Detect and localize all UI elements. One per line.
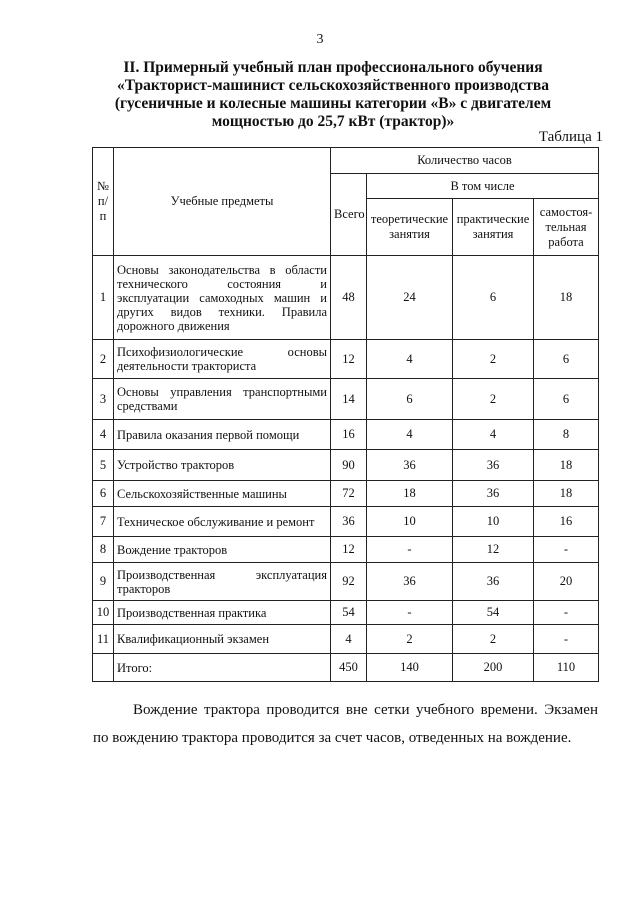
row-total: 14	[331, 379, 367, 420]
row-self-study: 18	[534, 481, 599, 507]
header-hours: Количество часов	[331, 148, 599, 174]
row-theory: 10	[367, 507, 453, 537]
curriculum-table	[92, 147, 599, 682]
heading-line: (гусеничные и колесные машины категории «В» с двигателем	[114, 95, 552, 112]
row-number: 1	[93, 256, 114, 340]
row-subject: Вождение тракторов	[114, 537, 331, 563]
document-heading	[90, 59, 576, 131]
row-subject: Производственная эксплуатация тракторов	[114, 563, 331, 601]
row-self-study: -	[534, 537, 599, 563]
row-subject: Основы управления транспортными средствами	[114, 379, 331, 420]
row-practice: 36	[453, 450, 534, 481]
footer-note: Вождение трактора проводится вне сетки учебного времени. Экзамен по вождению трактора проводится за счет часов, отведенных на вождение.	[93, 702, 598, 746]
total-label: Итого:	[114, 654, 331, 682]
row-practice: 10	[453, 507, 534, 537]
table-row	[93, 625, 599, 654]
row-theory: 2	[367, 625, 453, 654]
row-number: 3	[93, 379, 114, 420]
row-number: 4	[93, 420, 114, 450]
row-number: 11	[93, 625, 114, 654]
row-number: 7	[93, 507, 114, 537]
row-subject: Правила оказания первой помощи	[114, 420, 331, 450]
table-row	[93, 379, 599, 420]
header-including: В том числе	[367, 174, 599, 199]
row-practice: 4	[453, 420, 534, 450]
total-row	[93, 654, 599, 682]
table-header	[93, 148, 599, 256]
total-theory: 140	[367, 654, 453, 682]
row-total: 54	[331, 601, 367, 625]
row-practice: 36	[453, 481, 534, 507]
row-number: 2	[93, 340, 114, 379]
row-self-study: 18	[534, 450, 599, 481]
total-row-number-cell	[93, 654, 114, 682]
total-self-study: 110	[534, 654, 599, 682]
header-self-study: самостоя-тельная работа	[534, 199, 599, 256]
row-total: 90	[331, 450, 367, 481]
table-row	[93, 450, 599, 481]
table-row	[93, 537, 599, 563]
row-subject: Основы законодательства в области технического состояния и эксплуатации самоходных машин и других видов техники. Правила дорожного движения	[114, 256, 331, 340]
row-practice: 6	[453, 256, 534, 340]
row-theory: -	[367, 537, 453, 563]
table-label: Таблица 1	[538, 129, 603, 145]
row-theory: 4	[367, 420, 453, 450]
row-theory: -	[367, 601, 453, 625]
row-total: 92	[331, 563, 367, 601]
row-self-study: 20	[534, 563, 599, 601]
row-self-study: 16	[534, 507, 599, 537]
header-theory: теоретические занятия	[367, 199, 453, 256]
table-row	[93, 340, 599, 379]
row-number: 9	[93, 563, 114, 601]
table-row	[93, 481, 599, 507]
total-hours: 450	[331, 654, 367, 682]
row-self-study: -	[534, 625, 599, 654]
header-number: № п/п	[93, 148, 114, 256]
row-theory: 18	[367, 481, 453, 507]
table-row	[93, 601, 599, 625]
table-body	[93, 256, 599, 682]
row-total: 72	[331, 481, 367, 507]
header-subject: Учебные предметы	[114, 148, 331, 256]
heading-line: «Тракторист-машинист сельскохозяйственного производства	[117, 77, 549, 94]
row-self-study: 6	[534, 340, 599, 379]
row-total: 48	[331, 256, 367, 340]
row-practice: 2	[453, 340, 534, 379]
row-theory: 4	[367, 340, 453, 379]
row-total: 12	[331, 537, 367, 563]
table-row	[93, 256, 599, 340]
row-theory: 36	[367, 563, 453, 601]
row-self-study: 8	[534, 420, 599, 450]
row-total: 36	[331, 507, 367, 537]
row-practice: 12	[453, 537, 534, 563]
row-practice: 2	[453, 379, 534, 420]
row-total: 4	[331, 625, 367, 654]
header-practice: практические занятия	[453, 199, 534, 256]
row-total: 16	[331, 420, 367, 450]
row-theory: 6	[367, 379, 453, 420]
row-subject: Производственная практика	[114, 601, 331, 625]
row-self-study: 6	[534, 379, 599, 420]
heading-line: мощностью до 25,7 кВт (трактор)»	[211, 113, 455, 130]
header-total: Всего	[331, 174, 367, 256]
row-subject: Психофизиологические основы деятельности тракториста	[114, 340, 331, 379]
row-practice: 2	[453, 625, 534, 654]
row-number: 8	[93, 537, 114, 563]
heading-line: II. Примерный учебный план профессионального обучения	[123, 59, 543, 76]
row-subject: Устройство тракторов	[114, 450, 331, 481]
row-self-study: -	[534, 601, 599, 625]
row-practice: 36	[453, 563, 534, 601]
row-theory: 36	[367, 450, 453, 481]
table-row	[93, 420, 599, 450]
row-number: 5	[93, 450, 114, 481]
row-number: 10	[93, 601, 114, 625]
row-subject: Сельскохозяйственные машины	[114, 481, 331, 507]
page-number: 3	[316, 32, 324, 47]
row-subject: Квалификационный экзамен	[114, 625, 331, 654]
row-subject: Техническое обслуживание и ремонт	[114, 507, 331, 537]
row-number: 6	[93, 481, 114, 507]
table-row	[93, 563, 599, 601]
row-total: 12	[331, 340, 367, 379]
table-row	[93, 507, 599, 537]
row-practice: 54	[453, 601, 534, 625]
row-self-study: 18	[534, 256, 599, 340]
row-theory: 24	[367, 256, 453, 340]
total-practice: 200	[453, 654, 534, 682]
